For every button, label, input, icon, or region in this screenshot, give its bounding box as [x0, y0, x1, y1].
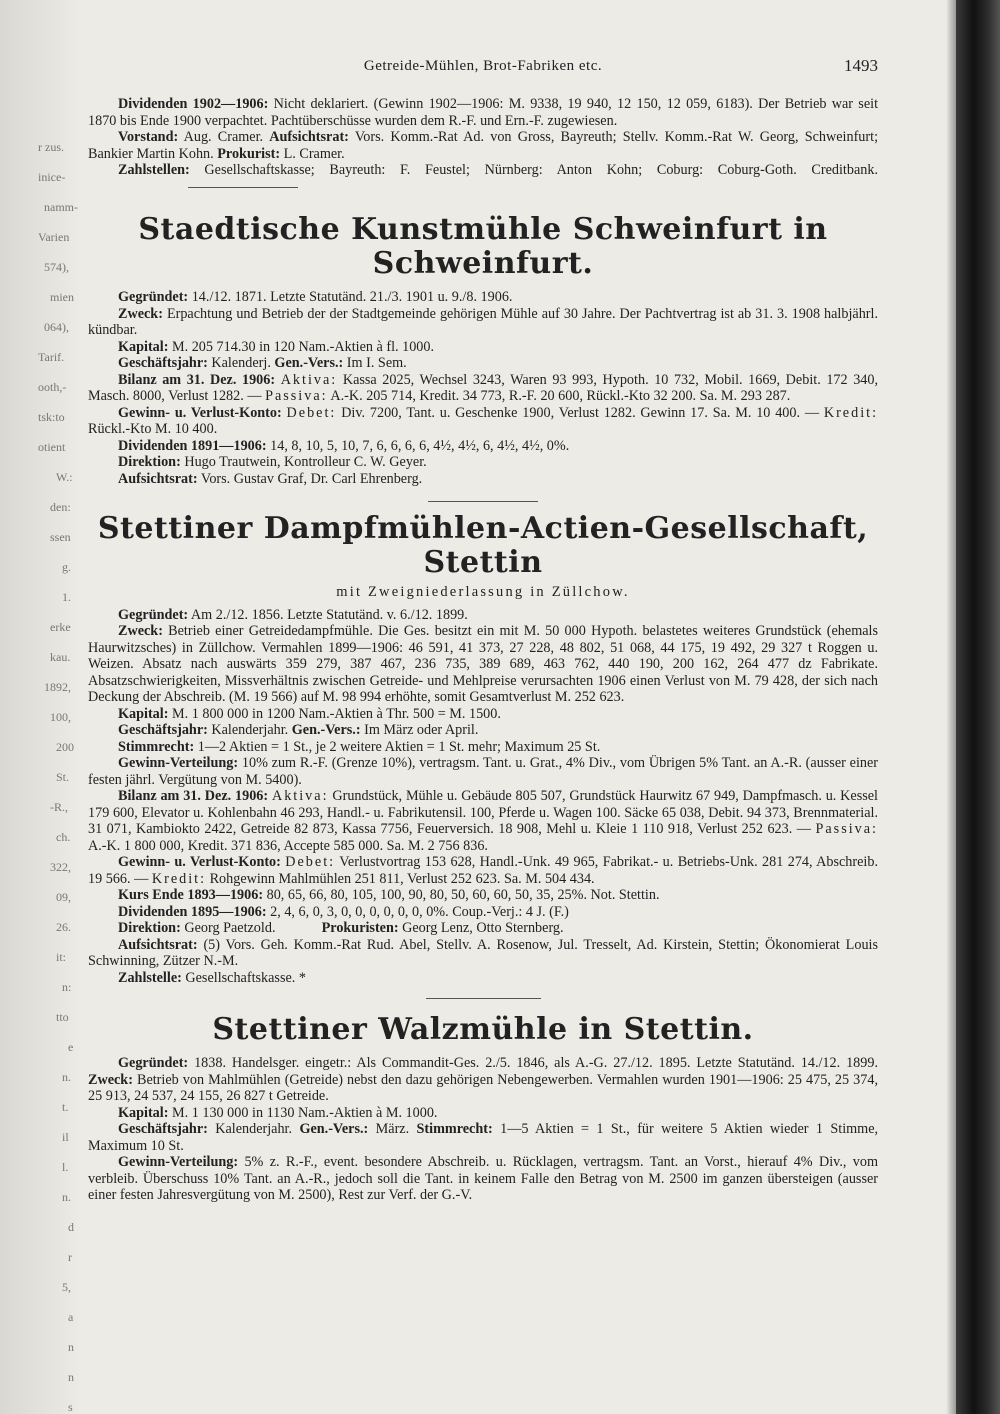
running-title: Getreide-Mühlen, Brot-Fabriken etc. — [363, 58, 603, 74]
margin-fragment: Varien — [38, 230, 70, 244]
profit-loss-account: Gewinn- u. Verlust-Konto: Debet: Verlustvortrag 153 628, Handl.-Unk. 49 965, Fabrikat.- u. Betriebs-Unk. 281 274, Abschreib. 19 566. — Kredit: Rohgewinn Mahlmühlen 251 811, Verlust 252 623. Sa. M. 504 434. — [88, 854, 879, 887]
company-title: Stettiner Walzmühle in Stettin. — [212, 1012, 754, 1047]
dividends: Dividenden 1891—1906: 14, 8, 10, 5, 10, 7, 6, 6, 6, 6, 4½, 4½, 6, 4½, 4½, 0%. — [118, 437, 570, 454]
margin-fragment: it: — [56, 950, 67, 964]
capital: Kapital: M. 1 130 000 in 1130 Nam.-Aktien à M. 1000. — [118, 1104, 438, 1121]
margin-fragment: 26. — [56, 920, 71, 934]
share-price: Kurs Ende 1893—1906: 80, 65, 66, 80, 105, 100, 90, 80, 50, 60, 60, 50, 35, 25%. Not. Stettin. — [118, 887, 660, 903]
margin-fragment: den: — [50, 500, 71, 514]
margin-fragment: 09, — [56, 890, 71, 904]
capital: Kapital: M. 1 800 000 in 1200 Nam.-Aktien à Thr. 500 = M. 1500. — [118, 705, 501, 722]
payment-office: Zahlstelle: Gesellschaftskasse. * — [118, 969, 306, 986]
company-entry-stettin-walzmuehle — [88, 1013, 878, 1204]
profit-distribution: Gewinn-Verteilung: 5% z. R.-F., event. besondere Abschreib. u. Rücklagen, vertragsm. Tant. an Vorst., hierauf 4% Div., vom verbleib. Überschuss 10% Tant. an A.-R., jedoch soll die Tant. in keinem Falle den Betrag von M. 2500 im ganzen übersteigen (ausser einer festen Jahresvergütung von M. 2500), Rest zur Verf. der G.-V. — [88, 1154, 879, 1203]
purpose: Zweck: Betrieb einer Getreidedampfmühle. Die Ges. besitzt ein mit M. 50 000 Hypoth. belastetes weiteres Grundstück (ehemals Haurwitzsches) in Züllchow. Vermahlen 1899—1906: 46 591, 41 373, 27 228, 48 802, 51 068, 44 175, 19 492, 29 327 t Roggen u. Weizen. Absatz nach auswärts 359 279, 387 467, 236 735, 389 689, 463 762, 440 190, 200 162, 264 477 dz Fabrikate. Absatzschwierigkeiten, Missverhältnis zwischen Getreide- und Mehlpreise verursachten 1906 einen Verlust von M. 79 428, der sich nach Deckung der Abschreib. (M. 19 566) auf M. 98 994 erhöhte, somit Gesamtverlust M. 252 623. — [88, 623, 878, 705]
margin-fragment: ooth,- — [38, 380, 67, 394]
entry-separator — [426, 998, 541, 999]
margin-fragment: n. — [62, 1190, 71, 1204]
company-entry-stettin-dampfmuehlen — [88, 512, 878, 999]
left-margin-adjacent-page — [0, 0, 80, 1414]
margin-fragment: a — [68, 1310, 74, 1324]
margin-fragment: r — [68, 1250, 72, 1264]
margin-fragment: namm- — [44, 200, 78, 214]
supervisory-board: Aufsichtsrat: (5) Vors. Geh. Komm.-Rat Rud. Abel, Stellv. A. Rosenow, Jul. Tresselt, Ad. Kirstein, Stettin; Ökonomierat Louis Schwinning, Zützer N.-M. — [88, 936, 878, 969]
founded: Gegründet: Am 2./12. 1856. Letzte Statutänd. v. 6./12. 1899. — [118, 606, 468, 623]
intro-board: Vorstand: Aug. Cramer. Aufsichtsrat: Vors. Komm.-Rat Ad. von Gross, Bayreuth; Stellv. Komm.-Rat W. Georg, Schweinfurt; Bankier Martin Kohn. Prokurist: L. Cramer. — [88, 129, 879, 162]
margin-fragment: 1892, — [44, 680, 71, 694]
margin-fragment: mien — [50, 290, 74, 304]
margin-fragment: 5, — [62, 1280, 71, 1294]
margin-fragment: erke — [50, 620, 71, 634]
margin-fragment: d — [68, 1220, 74, 1234]
margin-fragment: Tarif. — [38, 350, 65, 364]
margin-fragment: 322, — [50, 860, 71, 874]
balance-sheet: Bilanz am 31. Dez. 1906: Aktiva: Kassa 2025, Wechsel 3243, Waren 93 993, Hypoth. 10 732, Mobil. 1669, Debit. 172 340, Masch. 8000, Verlust 1282. — Passiva: A.-K. 205 714, Kredit. 34 773, R.-F. 20 600, Rückl.-Kto 32 200. Sa. M. 293 287. — [88, 371, 879, 404]
intro-entry — [88, 96, 878, 195]
margin-fragment: l. — [62, 1160, 69, 1174]
company-entry-schweinfurt — [88, 213, 878, 502]
page-number: 1493 — [844, 56, 878, 75]
founded: Gegründet: 14./12. 1871. Letzte Statutänd. 21./3. 1901 u. 9./8. 1906. — [118, 289, 513, 305]
margin-fragment: W.: — [56, 470, 73, 484]
capital: Kapital: M. 205 714.30 in 120 Nam.-Aktien à fl. 1000. — [118, 338, 435, 355]
margin-fragment: -R., — [50, 800, 68, 814]
intro-dividends: Dividenden 1902—1906: Nicht deklariert. (Gewinn 1902—1906: M. 9338, 19 940, 12 150, 12 059, 6183). Der Betrieb war seit 1870 bis Ende 1900 verpachtet. Pachtüberschüsse wurden dem R.-F. und Ern.-F. zugewiesen. — [88, 96, 879, 129]
fiscal-year: Geschäftsjahr: Kalenderjahr. Gen.-Vers.: März. Stimmrecht: 1—5 Aktien = 1 St., für weitere 5 Aktien wieder 1 Stimme, Maximum 10 St. — [88, 1121, 879, 1154]
margin-fragment: g. — [62, 560, 71, 574]
margin-fragment: 100, — [50, 710, 71, 724]
margin-fragment: 574), — [44, 260, 69, 274]
margin-fragment: 1. — [62, 590, 71, 604]
document-page — [88, 58, 878, 1204]
running-header — [88, 58, 878, 84]
margin-fragment: t. — [62, 1100, 69, 1114]
voting-rights: Stimmrecht: 1—2 Aktien = 1 St., je 2 weitere Aktien = 1 St. mehr; Maximum 25 St. — [118, 738, 601, 755]
footnote-mark: * — [298, 969, 306, 986]
margin-fragment: tsk:to — [38, 410, 65, 424]
margin-fragment: inice- — [38, 170, 66, 184]
management: Direktion: Hugo Trautwein, Kontrolleur C. W. Geyer. — [118, 454, 427, 470]
margin-fragment: n: — [62, 980, 72, 994]
company-title: Staedtische Kunstmühle Schweinfurt in Schweinfurt. — [138, 212, 828, 281]
margin-fragment: otient — [38, 440, 66, 454]
fiscal-year: Geschäftsjahr: Kalenderjahr. Gen.-Vers.: Im März oder April. — [118, 722, 479, 738]
margin-fragment: St. — [56, 770, 70, 784]
company-title: Stettiner Dampfmühlen-Actien-Gesellschaft, Stettin — [97, 511, 869, 580]
balance-sheet: Bilanz am 31. Dez. 1906: Aktiva: Grundstück, Mühle u. Gebäude 805 507, Grundstück Haurwitz 67 949, Dampfmasch. u. Kessel 179 600, Elevator u. Kohlenbahn 46 293, Handl.- u. Fabrikutensil. 100, Pferde u. Wagen 100. Säcke 65 038, Debit. 94 373, Brennmaterial. 31 071, Kambiokto 2422, Getreide 82 873, Kassa 7756, Feuerversich. 18 908, Mehl u. Kleie 1 110 918, Verlust 252 623. — Passiva: A.-K. 1 800 000, Kredit. 371 836, Accepte 585 000. Sa. M. 2 756 836. — [88, 788, 879, 854]
company-subtitle: mit Zweigniederlassung in Züllchow. — [336, 584, 630, 600]
margin-fragment: tto — [56, 1010, 69, 1024]
fiscal-year: Geschäftsjahr: Kalenderj. Gen.-Vers.: Im I. Sem. — [118, 355, 407, 371]
supervisory-board: Aufsichtsrat: Vors. Gustav Graf, Dr. Carl Ehrenberg. — [118, 470, 423, 487]
margin-fragment: kau. — [50, 650, 71, 664]
book-binding-edge — [956, 0, 1000, 1414]
margin-fragment: 200 — [56, 740, 74, 754]
intro-payment-offices: Zahlstellen: Gesellschaftskasse; Bayreuth: F. Feustel; Nürnberg: Anton Kohn; Coburg: Coburg-Goth. Creditbank. — [88, 162, 878, 195]
margin-fragment: ch. — [56, 830, 71, 844]
management: Direktion: Georg Paetzold. Prokuristen: Georg Lenz, Otto Sternberg. — [118, 920, 564, 936]
margin-fragment: e — [68, 1040, 74, 1054]
margin-fragment: n — [68, 1370, 74, 1384]
margin-fragment: n. — [62, 1070, 71, 1084]
margin-fragment: s — [68, 1400, 73, 1414]
margin-fragment: 064), — [44, 320, 69, 334]
margin-fragment: r zus. — [38, 140, 64, 154]
entry-separator — [188, 187, 298, 188]
profit-distribution: Gewinn-Verteilung: 10% zum R.-F. (Grenze 10%), vertragsm. Tant. u. Grat., 4% Div., vom Übrigen 5% Tant. an A.-R. (ausser einer festen jährl. Vergütung von M. 5400). — [88, 755, 878, 788]
margin-fragment: n — [68, 1340, 74, 1354]
purpose: Zweck: Erpachtung und Betrieb der der Stadtgemeinde gehörigen Mühle auf 30 Jahre. Der Pachtvertrag ist ab 31. 3. 1908 halbjährl. kündbar. — [88, 305, 879, 338]
founded: Gegründet: 1838. Handelsger. eingetr.: Als Commandit-Ges. 2./5. 1846, als A.-G. 27./12. 1895. Letzte Statutänd. 14./12. 1899. Zweck: Betrieb von Mahlmühlen (Getreide) nebst den dazu gehörigen Nebengewerben. Vermahlen wurden 1901—1906: 25 475, 25 374, 25 913, 24 537, 24 155, 26 827 t Getreide. — [88, 1055, 878, 1104]
margin-fragment: il — [62, 1130, 69, 1144]
profit-loss-account: Gewinn- u. Verlust-Konto: Debet: Div. 7200, Tant. u. Geschenke 1900, Verlust 1282. Gewinn 17. Sa. M. 10 400. — Kredit: Rückl.-Kto M. 10 400. — [88, 404, 879, 437]
entry-separator — [428, 501, 538, 502]
dividends: Dividenden 1895—1906: 2, 4, 6, 0, 3, 0, 0, 0, 0, 0, 0, 0%. Coup.-Verj.: 4 J. (F.) — [118, 903, 569, 920]
margin-fragment: ssen — [50, 530, 71, 544]
